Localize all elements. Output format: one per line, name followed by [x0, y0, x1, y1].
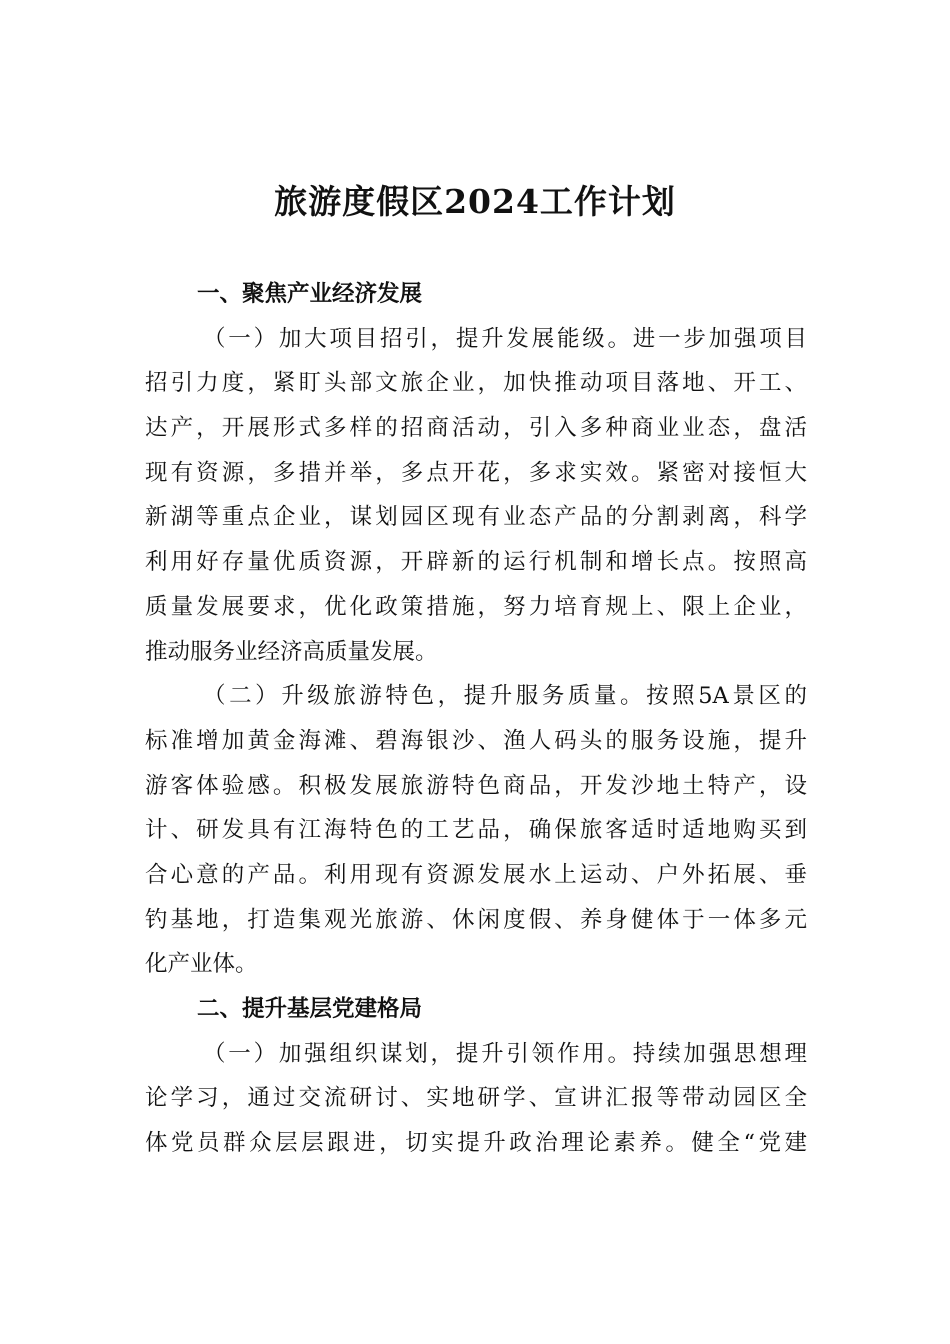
section-heading: 一、聚焦产业经济发展	[197, 281, 423, 307]
text-line: 论学习，通过交流研讨、实地研学、宣讲汇报等带动园区全	[145, 1085, 807, 1112]
section-heading: 二、提升基层党建格局	[197, 996, 423, 1022]
text-line: 合心意的产品。利用现有资源发展水上运动、户外拓展、垂	[145, 861, 807, 888]
document-body	[145, 272, 807, 1166]
text-line: 现有资源，多措并举，多点开花，多求实效。紧密对接恒大	[145, 459, 807, 486]
text-line: 化产业体。	[145, 951, 258, 978]
text-line: 钓基地，打造集观光旅游、休闲度假、养身健体于一体多元	[145, 906, 807, 933]
text-line: 达产，开展形式多样的招商活动，引入多种商业业态，盘活	[145, 415, 807, 442]
text-line: （二）升级旅游特色，提升服务质量。按照5A景区的	[203, 683, 807, 710]
text-line: 游客体验感。积极发展旅游特色商品，开发沙地土特产，设	[145, 772, 807, 799]
text-line: 标准增加黄金海滩、碧海银沙、渔人码头的服务设施，提升	[145, 727, 807, 754]
text-line: 招引力度，紧盯头部文旅企业，加快推动项目落地、开工、	[145, 370, 807, 397]
text-line: 利用好存量优质资源，开辟新的运行机制和增长点。按照高	[145, 549, 807, 576]
paragraph	[145, 1032, 807, 1166]
text-line: 新湖等重点企业，谋划园区现有业态产品的分割剥离，科学	[145, 504, 807, 531]
text-line: 计、研发具有江海特色的工艺品，确保旅客适时适地购买到	[145, 817, 807, 844]
paragraph	[145, 317, 807, 675]
text-line: 质量发展要求，优化政策措施，努力培育规上、限上企业，	[145, 593, 807, 620]
text-line: 推动服务业经济高质量发展。	[145, 638, 438, 665]
paragraph	[145, 674, 807, 987]
text-line: 体党员群众层层跟进，切实提升政治理论素养。健全“党建	[145, 1130, 807, 1157]
document-title: 旅游度假区2024工作计划	[274, 182, 676, 221]
text-line: （一）加大项目招引，提升发展能级。进一步加强项目	[203, 325, 807, 352]
text-line: （一）加强组织谋划，提升引领作用。持续加强思想理	[203, 1040, 807, 1067]
